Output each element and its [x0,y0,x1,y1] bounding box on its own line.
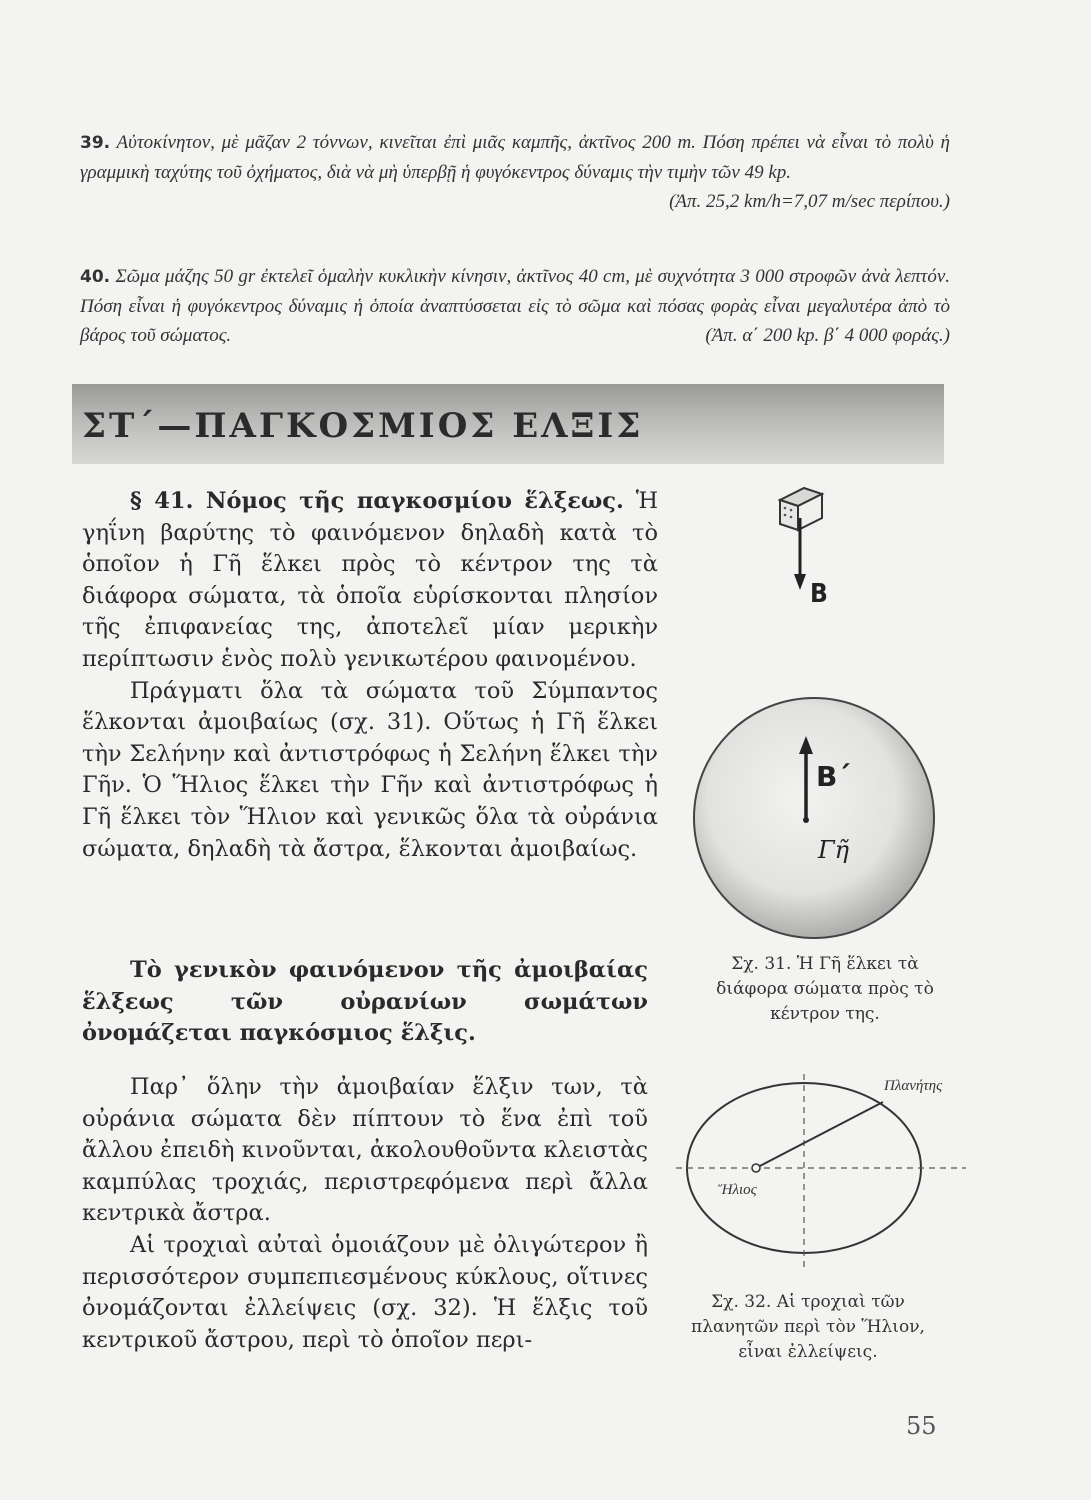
figure-31-caption: Σχ. 31. Ἡ Γῆ ἕλκει τὰ διάφορα σώματα πρὸς τὸ κέντρον της. [716,954,934,1024]
label-earth: Γῆ [818,836,850,864]
page-number: 55 [906,1412,937,1440]
exercise-text: Σῶμα μάζης 50 gr ἐκτελεῖ ὁμαλὴν κυκλικὴν κίνησιν, ἀκτῖνος 40 cm, μὲ συχνότητα 3 000 στροφῶν ἀνὰ λεπτόν. Πόση εἶναι ἡ φυγόκεντρος δύναμις ἡ ὁποία ἀναπτύσσεται εἰς τὸ σῶμα καὶ πόσας φορὰς εἶναι μεγαλυτέρα ἀπὸ τὸ βάρος τοῦ σώματος. [80,266,950,346]
paragraph-5: Αἱ τροχιαὶ αὐταὶ ὁμοιάζουν μὲ ὀλιγώτερον ἢ περισσότερον συμπεπιεσμένους κύκλους, οἵτινες ὀνομάζονται ἐλλείψεις (σχ. 32). Ἡ ἕλξις τοῦ κεντρικοῦ ἄστρου, περὶ τὸ ὁποῖον περι- [82,1231,648,1353]
main-text-upper [82,486,658,865]
label-planet: Πλανήτης [884,1078,943,1094]
paragraph-4: Παρ᾽ ὅλην τὴν ἀμοιβαίαν ἕλξιν των, τὰ οὐράνια σώματα δὲν πίπτουν τὸ ἕνα ἐπὶ τοῦ ἄλλου ἐπειδὴ κινοῦνται, ἀκολουθοῦντα κλειστὰς καμπύλας τροχιάς, περιστρεφόμενα περὶ ἄλλα κεντρικὰ ἄστρα. [82,1074,648,1227]
exercise-40 [80,262,950,350]
label-B: B [810,579,828,608]
label-B-prime: B΄ [816,760,850,793]
exercise-39 [80,128,950,216]
exercise-text: Αὐτοκίνητον, μὲ μᾶζαν 2 τόννων, κινεῖται ἐπὶ μιᾶς καμπῆς, ἀκτῖνος 200 m. Πόση πρέπει νὰ εἶναι τὸ πολὺ ἡ γραμμικὴ ταχύτης τοῦ ὀχήματος, διὰ νὰ μὴ ὑπερβῇ ἡ φυγόκεντρος δύναμις τὴν τιμὴν τῶν 49 kp. [80,132,950,183]
label-sun: Ἥλιος [718,1182,757,1198]
paragraph-41 [82,486,658,676]
definition-paragraph: Τὸ γενικὸν φαινόμενον τῆς ἀμοιβαίας ἕλξεως τῶν οὐρανίων σωμάτων ὀνομάζεται παγκόσμιος ἕλξις. [82,957,648,1047]
exercise-answer: (Ἀπ. α΄ 200 kp. β΄ 4 000 φοράς.) [705,325,950,346]
paragraph-2: Πράγματι ὅλα τὰ σώματα τοῦ Σύμπαντος ἕλκονται ἀμοιβαίως (σχ. 31). Οὕτως ἡ Γῆ ἕλκει τὴν Σελήνην καὶ ἀντιστρόφως ἡ Σελήνη ἕλκει τὴν Γῆν. Ὁ Ἥλιος ἕλκει τὴν Γῆν καὶ ἀντιστρόφως ἡ Γῆ ἕλκει τὸν Ἥλιον καὶ γενικῶς ὅλα τὰ οὐράνια σώματα, δηλαδὴ τὰ ἄστρα, ἕλκονται ἀμοιβαίως. [82,677,658,862]
section-heading: § 41. Νόμος τῆς παγκοσμίου ἕλξεως. [130,488,624,514]
figure-32-caption: Σχ. 32. Αἱ τροχιαὶ τῶν πλανητῶν περὶ τὸν Ἥλιον, εἶναι ἐλλείψεις. [691,1292,925,1362]
paragraph-text: Ἡ γηΐνη βαρύτης τὸ φαινόμενον δηλαδὴ κατὰ τὸ ὁποῖον ἡ Γῆ ἕλκει πρὸς τὸ κέντρον της τὰ διάφορα σώματα, τὰ ὁποῖα εὑρίσκονται πλησίον τῆς ἐπιφανείας της, ἀποτελεῖ μίαν μερικὴν περίπτωσιν ἑνὸς πολὺ γενικωτέρου φαινομένου. [82,488,659,672]
figure-31-brick [770,478,840,608]
main-text-lower [82,1072,648,1356]
section-title: ΣΤ΄—ΠΑΓΚΟΣΜΙΟΣ ΕΛΞΙΣ [82,406,644,446]
exercise-number: 39. [80,133,111,153]
sun-point [752,1164,760,1172]
figure-32-orbit [676,1070,972,1290]
exercise-answer: (Ἀπ. 25,2 km/h=7,07 m/sec περίπου.) [669,191,950,212]
earth-circle [694,698,934,938]
figure-31-earth [688,658,958,953]
exercise-number: 40. [80,267,111,287]
main-text-definition [82,955,648,1050]
